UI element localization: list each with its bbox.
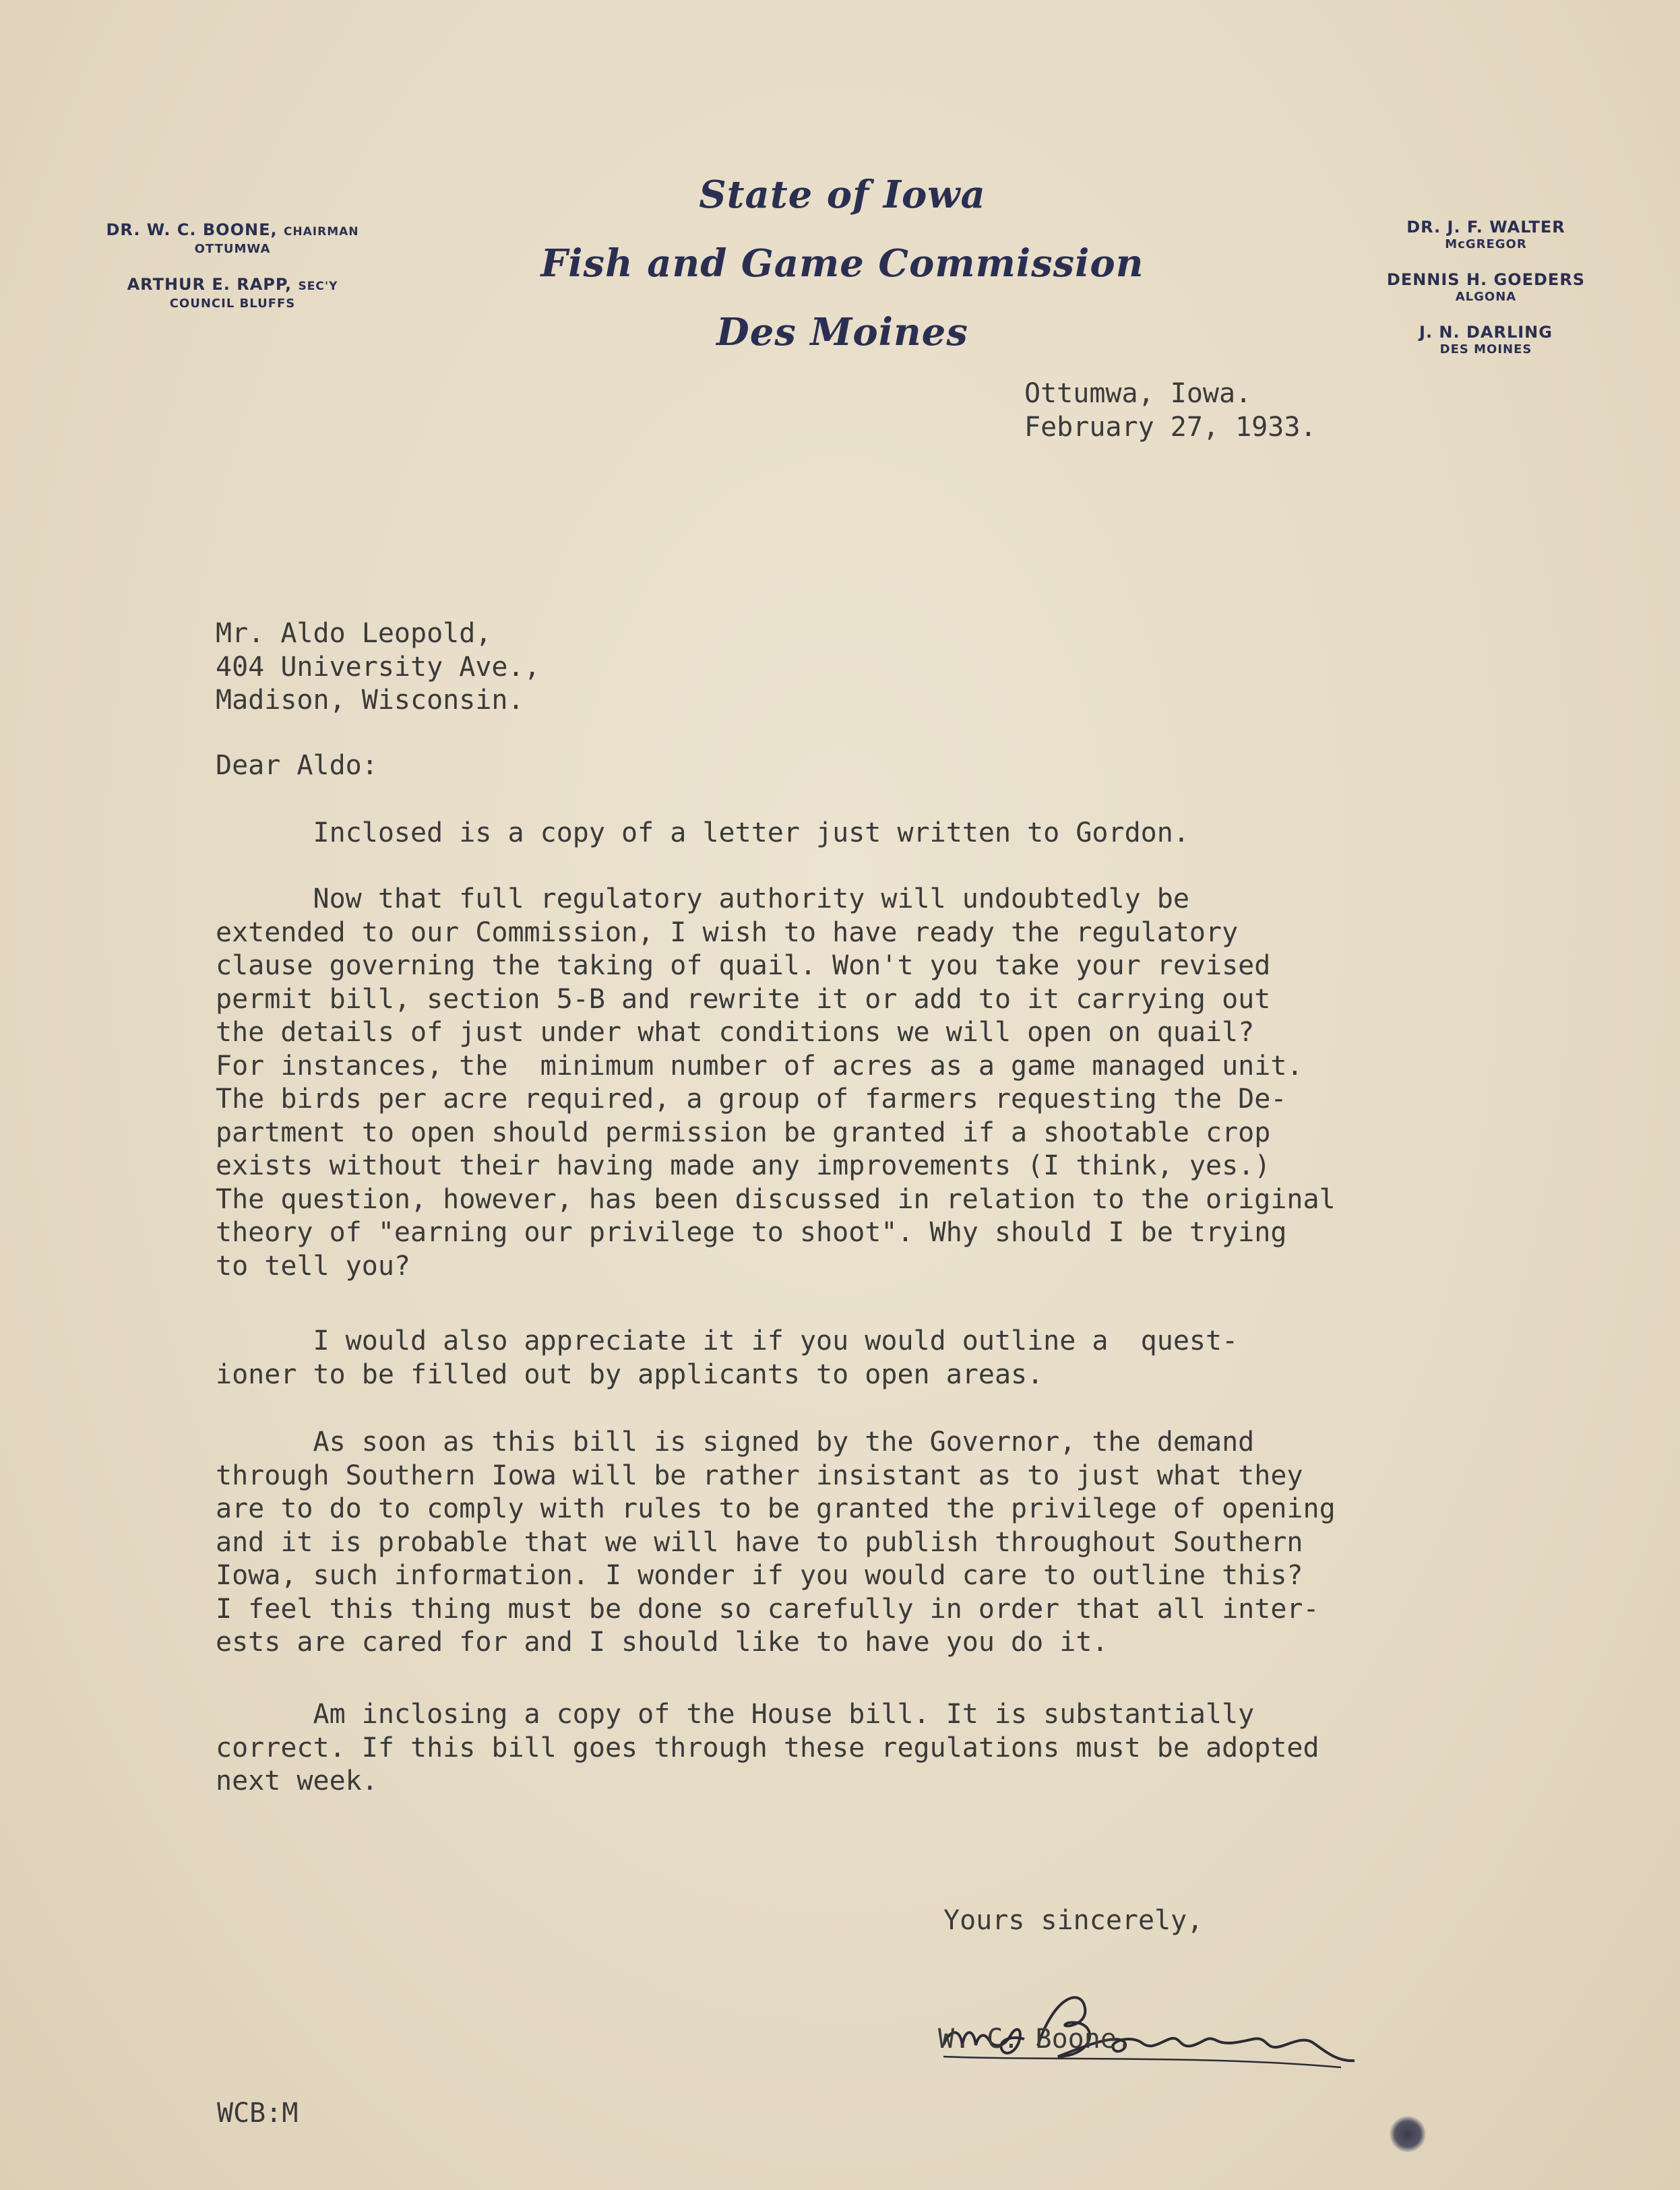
paragraph: As soon as this bill is signed by the Governor, the demand through Southern Iowa will be rather insistant as to just what they are to do to comply with rules to be granted the privilege of opening and it is probable that we will have to publish throughout Southern Iowa, such information. I wonder if you would care to outline this? I feel this thing must be done so carefully in order that all inter- ests are cared for and I should like to have you do it. [216, 1427, 1336, 1658]
address-line: Madison, Wisconsin. [216, 685, 524, 716]
letterhead-left [81, 220, 384, 329]
letterhead-title [539, 160, 1146, 367]
letterhead-state: State of Iowa [699, 173, 986, 217]
member-town: McGREGOR [1445, 237, 1527, 251]
address-line: Mr. Aldo Leopold, [216, 618, 492, 649]
paragraph: Am inclosing a copy of the House bill. It is substantially correct. If this bill goes through these regulations must be adopted next week. [216, 1699, 1319, 1796]
letterhead-member [1361, 270, 1611, 305]
ink-spot [1390, 2116, 1426, 2152]
letterhead-member [1361, 322, 1611, 357]
member-role: SEC'Y [298, 280, 338, 293]
paragraph: Now that full regulatory authority will undoubtedly be extended to our Commission, I wish to have ready the regulatory clause governing the taking of quail. Won't you take your revised permit bill, section 5-B and rewrite it or add to it carrying out the details of just under what conditions we will open on quail? For instances, the minimum number of acres as a game managed unit. The birds per acre required, a group of farmers requesting the De- partment to open should permission be granted if a shootable crop exists without their having made any improvements (I think, yes.) The question, however, has been discussed in relation to the original theory of "earning our privilege to shoot". Why should I be trying to tell you? [216, 883, 1336, 1282]
member-name: DENNIS H. GOEDERS [1386, 270, 1586, 289]
letterhead-right [1361, 217, 1611, 375]
date-block [1024, 377, 1316, 444]
letterhead-commission: Fish and Game Commission [540, 241, 1144, 286]
address-line: 404 University Ave., [216, 651, 540, 683]
place-line: Ottumwa, Iowa. [1024, 378, 1252, 409]
letterhead-city: Des Moines [716, 310, 968, 354]
salutation: Dear Aldo: [216, 750, 378, 781]
typed-signature: W. C. Boone. [938, 2024, 1133, 2055]
closing: Yours sincerely, [943, 1905, 1204, 1936]
member-town: COUNCIL BLUFFS [169, 296, 296, 311]
paragraph: I would also appreciate it if you would outline a quest- ioner to be filled out by applicants to open areas. [216, 1325, 1239, 1390]
member-town: ALGONA [1455, 290, 1517, 304]
date-line: February 27, 1933. [1024, 411, 1317, 443]
letterhead-member [1361, 217, 1611, 252]
member-name: ARTHUR E. RAPP, [127, 275, 292, 294]
member-name: DR. J. F. WALTER [1406, 218, 1565, 237]
member-role: CHAIRMAN [283, 225, 359, 239]
member-town: OTTUMWA [194, 242, 271, 256]
reference-initials: WCB:M [217, 2098, 299, 2129]
member-town: DES MOINES [1439, 342, 1532, 356]
inside-address [216, 617, 540, 718]
letterhead-member [81, 274, 384, 311]
member-name: DR. W. C. BOONE, [106, 220, 278, 239]
paragraph: Inclosed is a copy of a letter just written to Gordon. [216, 817, 1189, 848]
member-name: J. N. DARLING [1419, 323, 1553, 342]
letterhead-member [81, 220, 384, 257]
